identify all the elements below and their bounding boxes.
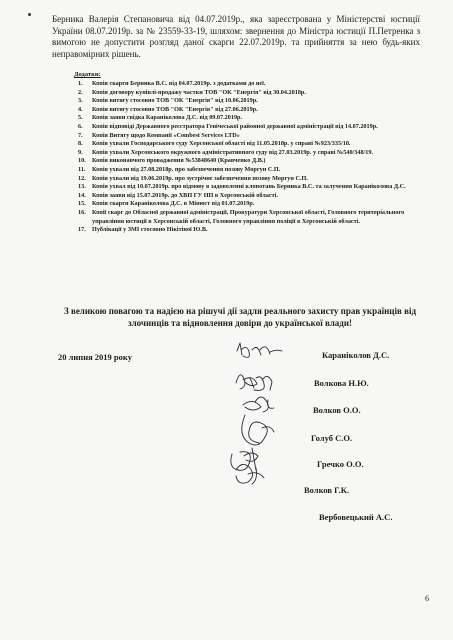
item-text: Копія витягу стосовно ТОВ "ОК "Енергія" від 10.06.2019р. (92, 97, 258, 105)
item-text: Копія скарги Берника В.С. від 04.07.2019р. з додатками до неї. (92, 80, 266, 87)
signature-5 (231, 448, 258, 470)
attachments-title: Додатки: (74, 71, 101, 78)
item-number: 5. (78, 114, 83, 122)
item-number: 15. (78, 200, 86, 208)
closing-statement: З великою повагою та надією на рішучі дії задля реального захисту прав українців від злочинців та відновлення довіри до української влади! (63, 306, 417, 328)
item-text: Копія відповіді Державного реєстратора Генічеської районної державної адміністрації від 14.07.2019р. (92, 122, 378, 130)
signature-4 (242, 415, 274, 445)
item-number: 11. (78, 165, 86, 173)
item-number: 8. (78, 140, 83, 148)
signature-1 (237, 343, 282, 357)
item-text: Копія витягу стосовно ТОВ "ОК "Енергія" від 27.06.2019р. (92, 105, 258, 113)
page-number: 6 (425, 594, 429, 603)
item-text: Копія договору купівлі-продажу частки ТОВ "ОК "Енергія" від 30.04.2018р. (92, 88, 306, 96)
item-number: 9. (78, 148, 83, 156)
item-text: Копія заяви від 15.07.2019р. до ХВП ГУ НП в Херсонській області. (92, 191, 278, 199)
item-text: Копія ухвал від 10.07.2019р. про відмову в задоволенні клопотань Берника В.С. та залучення Караніколова Д.С. (92, 183, 406, 191)
item-number: 1. (78, 80, 83, 87)
signature-6 (236, 464, 264, 484)
item-number: 7. (78, 131, 83, 139)
signer-name: Голуб С.О. (311, 433, 353, 443)
document-date: 20 липня 2019 року (58, 352, 132, 362)
item-number: 4. (78, 105, 83, 113)
item-number: 6. (78, 122, 83, 130)
intro-paragraph: Берника Валерія Степановича від 04.07.2019р., яка зареєстрована у Міністерстві юстиції України 08.07.2019р. за № 23559-33-19, шляхом: звернення до Міністра юстиції П.Петренка з вимогою не допустити розгляд даної скарги 22.07.2019р. та прийняття за нею будь-яких неправомірних рішень. (52, 14, 420, 59)
item-text: Копія заяви свідка Караніколова Д.С. від 09.07.2019р. (92, 114, 243, 122)
signer-name: Волков Г.К. (304, 485, 349, 495)
signature-2 (236, 375, 272, 391)
item-number: 12. (78, 174, 86, 182)
item-text: Копії скарг до Обласної державної адміністрації, Прокуратури Херсонської області, Головного територіального управління юстиції в Херсонській області, Головного управління поліції в Херсонській області. (92, 208, 405, 225)
item-text: Копія виконавчого провадження №53848640 (Кравченко Д.В.) (92, 157, 266, 165)
signer-name: Караніколов Д.С. (322, 350, 390, 360)
item-number: 16. (78, 208, 86, 216)
item-number: 2. (78, 88, 83, 96)
item-number: 14. (78, 191, 86, 199)
item-text: Копія ухвали Херсонського окружного адміністративного суду від 27.03.2019р. у справі №540/348/19. (92, 148, 374, 156)
item-text: Копія ухвали Господарського суду Херсонської області від 11.05.2018р. у справі №923/335/18. (92, 140, 351, 148)
item-number: 13. (78, 183, 86, 191)
item-text: Копія скарги Караніколова Д.С. в Мінюст від 01.07.2019р. (92, 200, 255, 208)
signer-name: Волкова Н.Ю. (314, 378, 369, 388)
item-text: Копія Витягу щодо Компанії «Combest Services LTD» (92, 131, 240, 139)
item-number: 3. (78, 97, 83, 105)
item-text: Копія ухвали від 19.06.2019р. про зустрічне забезпечення позову Моргун С.П. (92, 174, 308, 182)
signer-name: Вербовецький А.С. (319, 512, 393, 522)
item-text: Копія ухвали від 27.08.2018р. про забезпечення позову Моргун С.П. (92, 165, 281, 173)
signer-name: Волков О.О. (313, 405, 361, 415)
item-number: 17. (78, 226, 86, 234)
signature-3 (243, 397, 274, 412)
item-text: Публікації у ЗМІ стосовно Нікітіної Ю.В. (92, 226, 208, 234)
signer-name: Гречко О.О. (317, 459, 364, 469)
item-number: 10. (78, 157, 86, 165)
